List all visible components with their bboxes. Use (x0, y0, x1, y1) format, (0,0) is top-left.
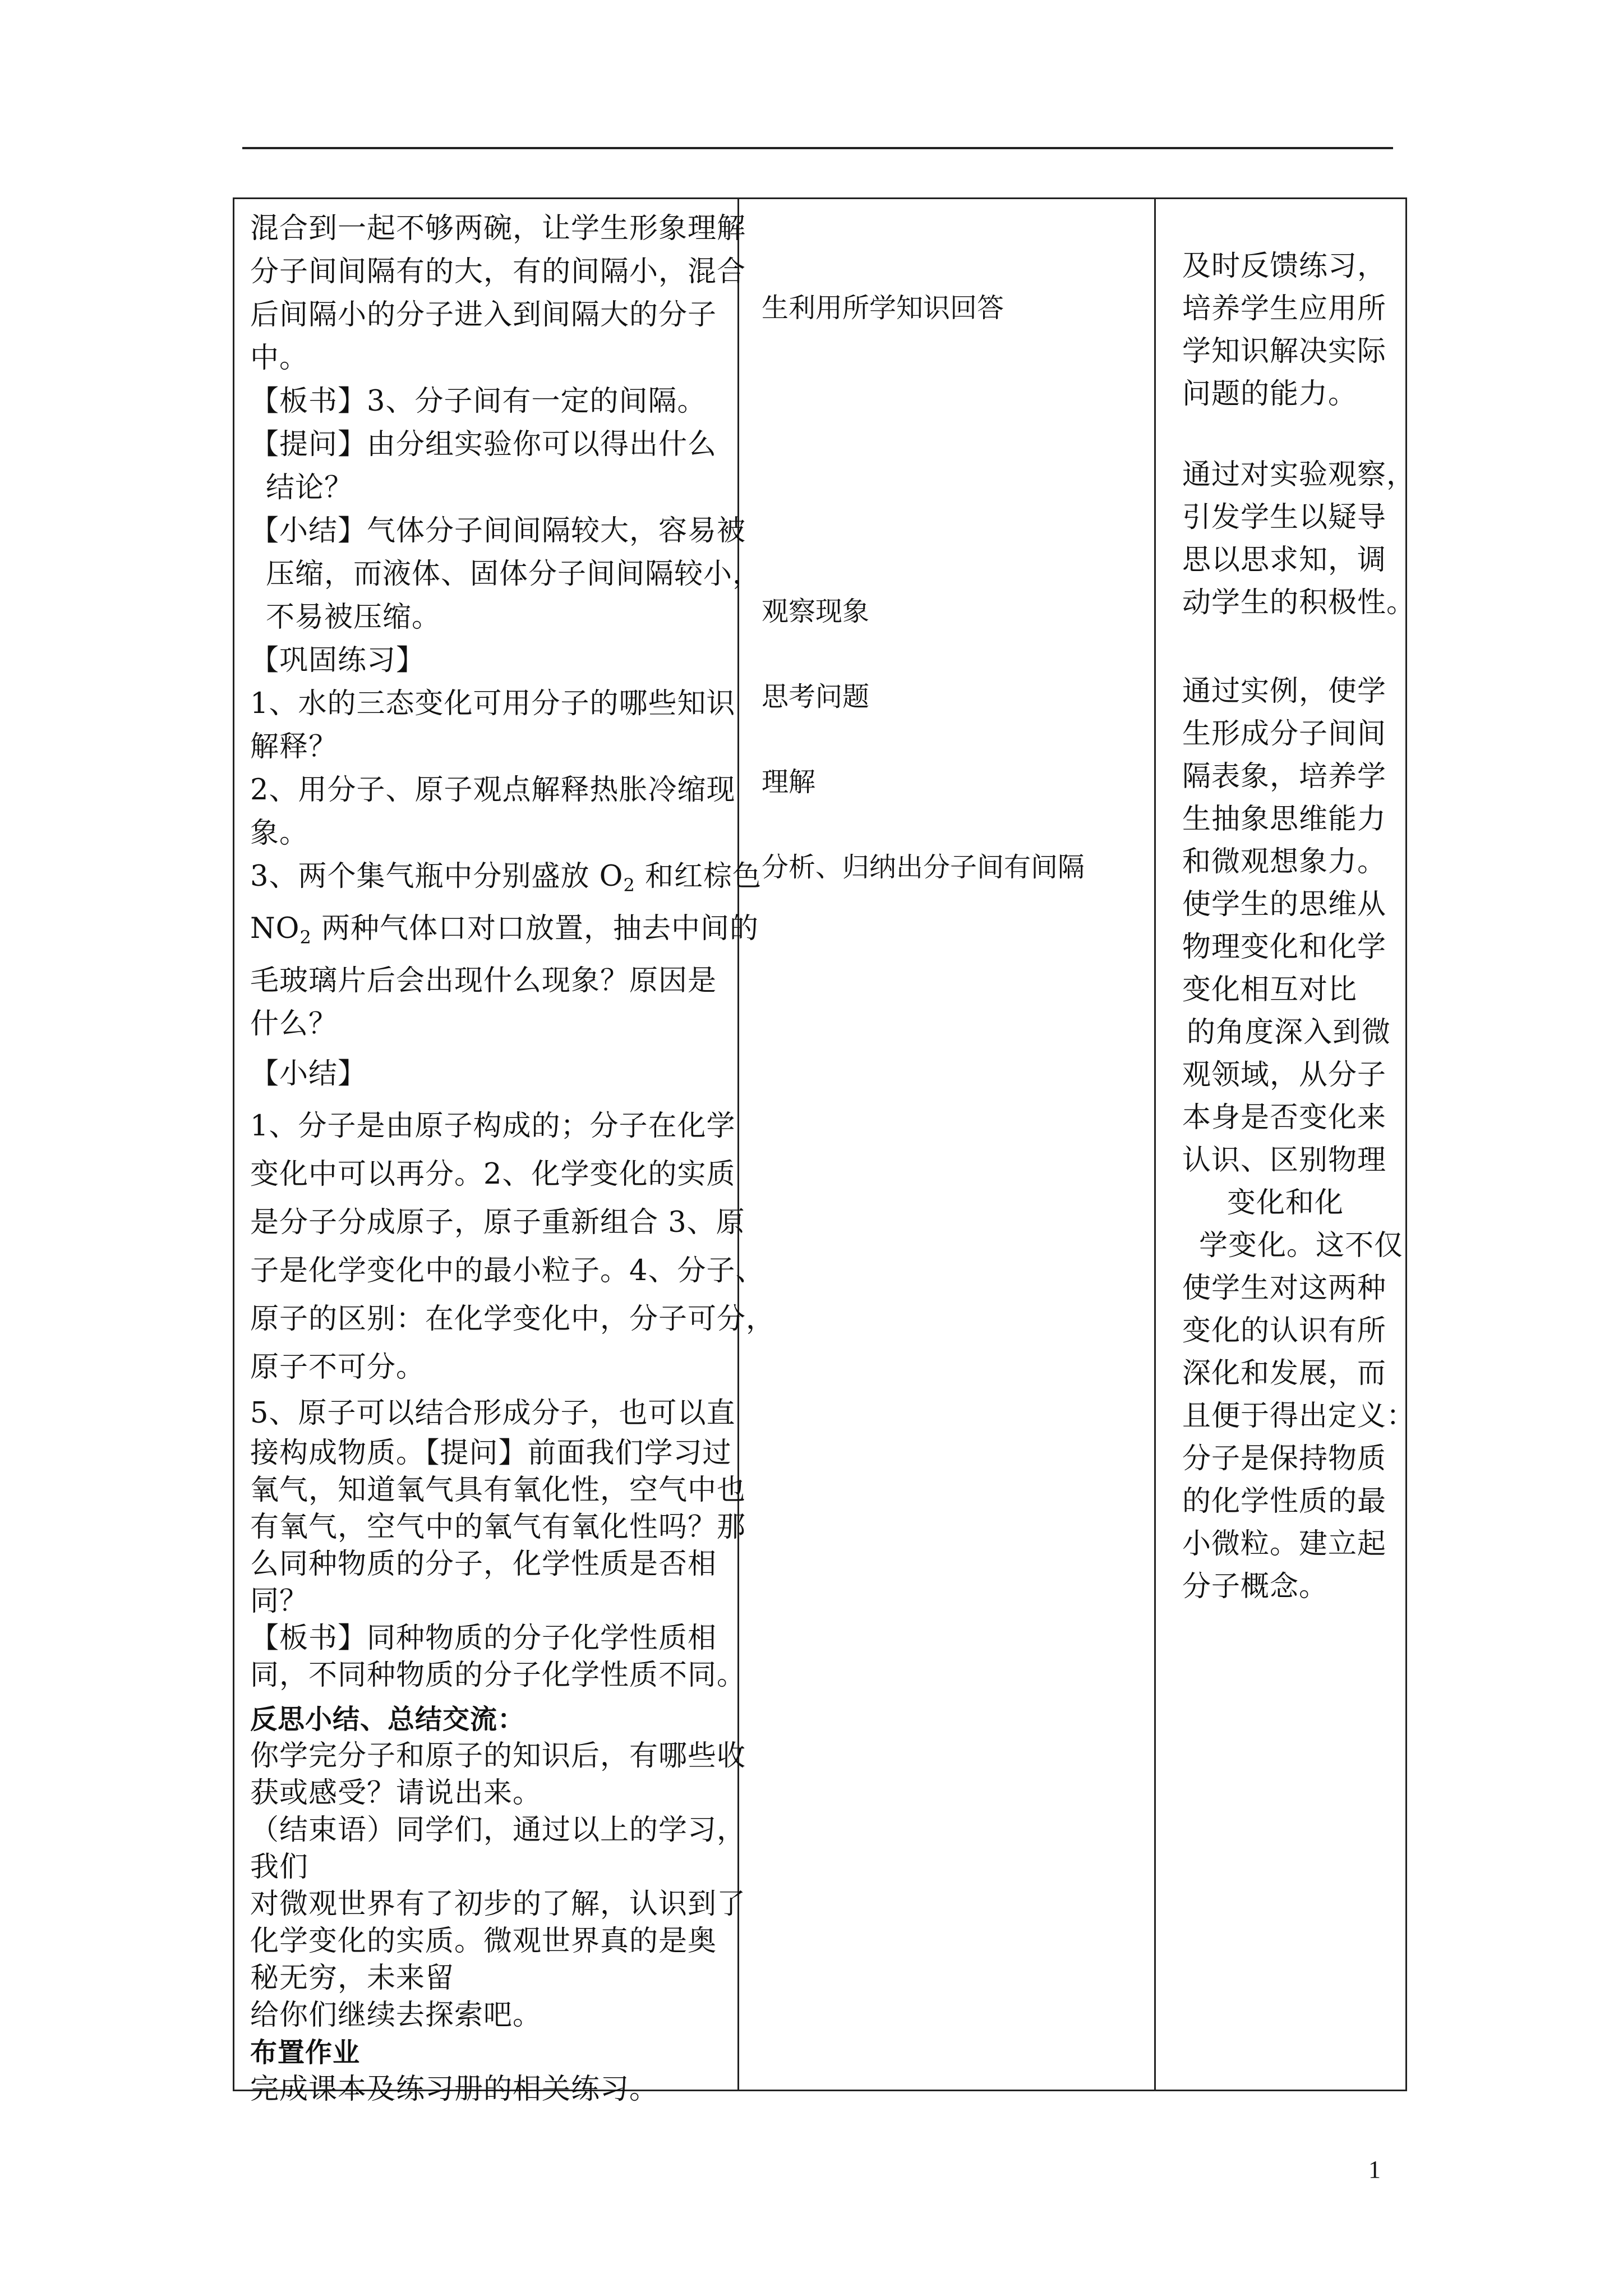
intent-line: 隔表象，培养学 (1182, 760, 1387, 793)
point-5: 有氧气，空气中的氧气有氧化性吗？那 (250, 1511, 746, 1544)
intent-line: 分子概念。 (1182, 1570, 1329, 1603)
exercise-3 (250, 907, 759, 959)
point-5: 5、原子可以结合形成分子，也可以直 (250, 1397, 736, 1430)
exercise-1: 解释？ (250, 730, 338, 763)
intent-line: 小微粒。建立起 (1182, 1527, 1387, 1561)
intent-line: 分子是保持物质 (1182, 1442, 1387, 1475)
student-activity-column (762, 199, 1165, 2090)
reflection-line: 化学变化的实质。微观世界真的是奥 (250, 1925, 717, 1958)
intent-line: 且便于得出定义： (1182, 1400, 1416, 1433)
header-rule (242, 147, 1393, 149)
exercise-3: 什么？ (250, 1007, 338, 1041)
exercise-2: 2、用分子、原子观点解释热胀冷缩现 (250, 774, 736, 807)
intent-line: 变化相互对比 (1182, 973, 1358, 1006)
homework-title: 布置作业 (250, 2037, 361, 2068)
exercise-3-text: NO (250, 912, 300, 945)
homework-text: 完成课本及练习册的相关练习。 (250, 2073, 659, 2106)
reflection-line: 我们 (250, 1851, 309, 1884)
intent-line: 物理变化和化学 (1182, 931, 1387, 964)
question: 【提问】由分组实验你可以得出什么 (250, 428, 717, 461)
exercise-3 (250, 855, 762, 907)
student-activity: 观察现象 (762, 596, 870, 627)
summary-title: 【小结】 (250, 1057, 367, 1091)
intent-line: 的化学性质的最 (1182, 1485, 1387, 1518)
intent-line: 培养学生应用所 (1182, 292, 1387, 325)
intent-line: 观领域，从分子 (1182, 1059, 1387, 1092)
summary-line: 原子的区别：在化学变化中，分子可分， (250, 1303, 776, 1336)
intent-line: 通过实例，使学 (1182, 675, 1387, 708)
exercise-3-text: 两种气体口对口放置，抽去中间的 (311, 912, 759, 945)
reflection-line: 秘无穷，未来留 (250, 1962, 455, 1995)
intent-line: 变化和化 (1227, 1186, 1344, 1220)
exercise-3-text: 3、两个集气瓶中分别盛放 O (250, 860, 624, 893)
intent-line: 动学生的积极性。 (1182, 586, 1416, 619)
point-5: 接构成物质。【提问】前面我们学习过 (250, 1437, 732, 1470)
intent-line: 生抽象思维能力 (1182, 803, 1387, 836)
summary-line: 原子不可分。 (250, 1351, 426, 1384)
board-note: 【板书】同种物质的分子化学性质相 (250, 1622, 717, 1655)
reflection-line: （结束语）同学们，通过以上的学习， (250, 1814, 746, 1847)
intent-line: 使学生的思维从 (1182, 888, 1387, 921)
intent-line: 及时反馈练习， (1182, 250, 1387, 283)
intent-line: 问题的能力。 (1182, 378, 1358, 411)
student-activity: 生利用所学知识回答 (762, 292, 1004, 324)
text-line: 混合到一起不够两碗，让学生形象理解 (250, 212, 746, 245)
point-5: 氧气，知道氧气具有氧化性，空气中也 (250, 1474, 746, 1507)
text-line: 分子间间隔有的大，有的间隔小，混合 (250, 255, 746, 288)
intent-line: 通过对实验观察， (1182, 458, 1416, 491)
point-5: 同？ (250, 1585, 309, 1618)
intent-line: 引发学生以疑导 (1182, 501, 1387, 534)
reflection-title: 反思小结、总结交流： (250, 1704, 525, 1735)
exercise-3-text: 和红棕色 (635, 860, 762, 893)
question: 结论？ (266, 471, 354, 504)
summary-line: 1、分子是由原子构成的；分子在化学 (250, 1110, 736, 1143)
intent-line: 的角度深入到微 (1187, 1016, 1391, 1049)
summary-line: 变化中可以再分。2、化学变化的实质 (250, 1158, 736, 1191)
intent-line: 学变化。这不仅 (1199, 1229, 1404, 1262)
exercise-2: 象。 (250, 817, 309, 850)
practice-title: 【巩固练习】 (250, 644, 426, 677)
intent-line: 深化和发展，而 (1182, 1357, 1387, 1390)
design-intent-column (1182, 199, 1416, 2090)
reflection-line: 你学完分子和原子的知识后，有哪些收 (250, 1740, 746, 1773)
intent-line: 学知识解决实际 (1182, 335, 1387, 368)
student-activity: 思考问题 (762, 681, 870, 712)
summary-note: 【小结】气体分子间间隔较大，容易被 (250, 514, 746, 547)
student-activity: 理解 (762, 766, 816, 798)
exercise-3: 毛玻璃片后会出现什么现象？原因是 (250, 964, 717, 997)
subscript: 2 (623, 875, 635, 896)
intent-line: 本身是否变化来 (1182, 1101, 1387, 1134)
column-divider-1 (737, 199, 739, 2090)
board-note: 【板书】3、分子间有一定的间隔。 (250, 385, 707, 418)
summary-note: 压缩，而液体、固体分子间间隔较小， (266, 558, 762, 591)
page-number: 1 (1368, 2156, 1381, 2183)
text-line: 中。 (250, 342, 309, 375)
intent-block-feedback (1182, 245, 1386, 416)
summary-line: 子是化学变化中的最小粒子。4、分子、 (250, 1254, 765, 1287)
intent-line: 和微观想象力。 (1182, 845, 1387, 878)
teacher-activity-column (250, 207, 776, 2108)
intent-line: 使学生对这两种 (1182, 1272, 1387, 1305)
summary-note: 不易被压缩。 (266, 601, 441, 634)
reflection-line: 给你们继续去探索吧。 (250, 1999, 542, 2032)
intent-line: 变化的认识有所 (1182, 1314, 1387, 1347)
student-activity: 分析、归纳出分子间有间隔 (762, 852, 1085, 883)
board-note: 同，不同种物质的分子化学性质不同。 (250, 1659, 746, 1692)
intent-line: 认识、区别物理 (1182, 1144, 1387, 1177)
intent-block-examples (1182, 670, 1415, 1608)
intent-line: 生形成分子间间 (1182, 717, 1387, 751)
reflection-line: 对微观世界有了初步的了解，认识到了 (250, 1888, 746, 1921)
intent-block-observation (1182, 454, 1415, 624)
point-5: 么同种物质的分子，化学性质是否相 (250, 1548, 717, 1581)
text-line: 后间隔小的分子进入到间隔大的分子 (250, 298, 717, 332)
lesson-plan-table (233, 197, 1416, 2106)
summary-line: 是分子分成原子，原子重新组合 3、原 (250, 1206, 745, 1239)
subscript: 2 (299, 927, 312, 948)
exercise-1: 1、水的三态变化可用分子的哪些知识 (250, 687, 736, 720)
intent-line: 思以思求知，调 (1182, 544, 1387, 577)
reflection-line: 获或感受？请说出来。 (250, 1777, 542, 1810)
